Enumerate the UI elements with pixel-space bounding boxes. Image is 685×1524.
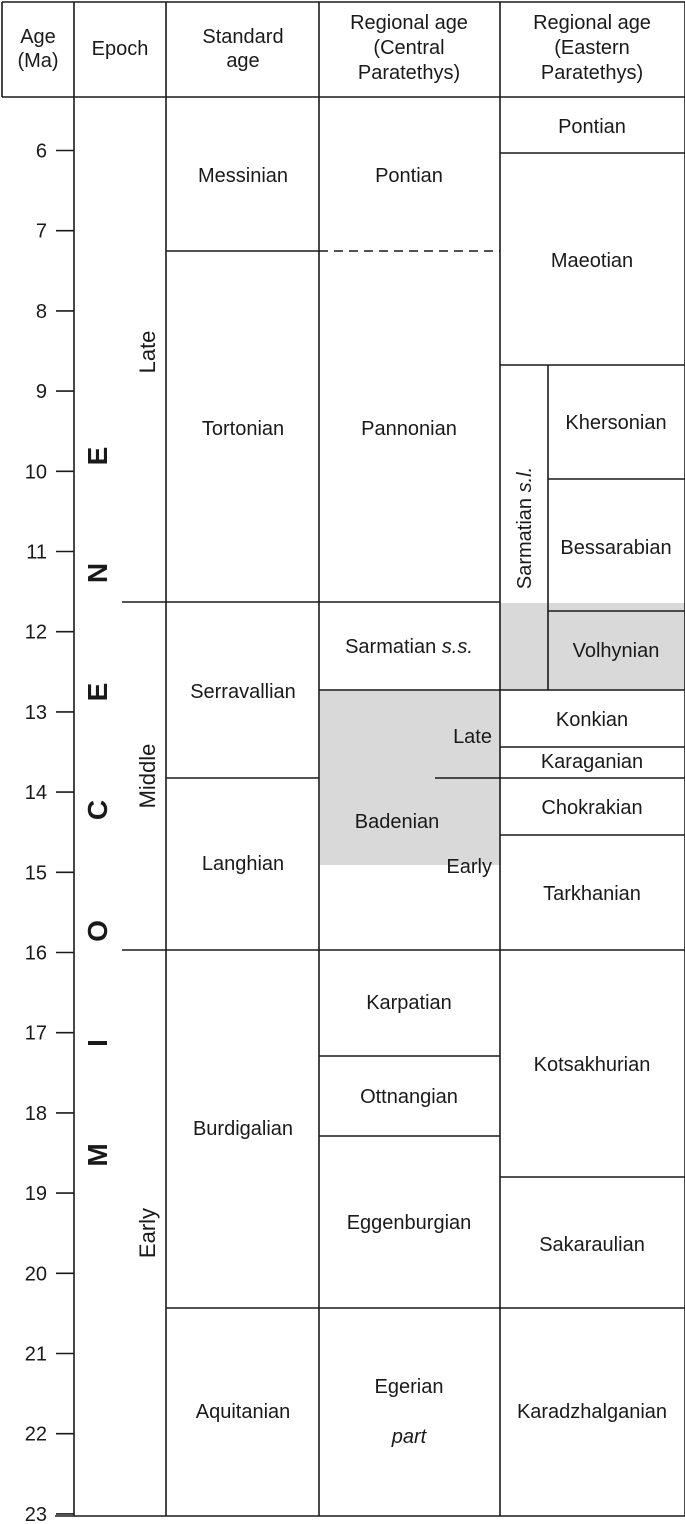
axis-tick-label: 21 <box>24 1343 47 1366</box>
epoch-letter: M <box>82 1143 113 1167</box>
axis-tick-label: 15 <box>24 862 47 885</box>
stage-burdigalian: Burdigalian <box>192 1118 294 1140</box>
stage-serravallian: Serravallian <box>190 681 296 703</box>
axis-tick-label: 8 <box>35 300 47 323</box>
central-pontian: Pontian <box>375 165 443 187</box>
axis-tick-label: 10 <box>24 461 47 484</box>
axis-tick-label: 19 <box>24 1183 47 1206</box>
axis-tick-marks <box>56 151 74 1514</box>
stage-langhian: Langhian <box>201 853 285 875</box>
axis-tick-label: 13 <box>24 701 47 724</box>
eastern-sarmatian-sl <box>514 467 536 589</box>
axis-tick-label: 20 <box>24 1263 47 1286</box>
axis-tick-label: 18 <box>24 1102 47 1125</box>
epoch-letter: E <box>82 682 113 702</box>
sarmatian-suffix: s.s. <box>441 636 473 658</box>
header-age-line: Age <box>20 26 56 48</box>
central-ottnangian: Ottnangian <box>360 1086 458 1108</box>
axis-tick-label: 7 <box>35 220 47 243</box>
sarmatian-sl-suffix: s.l. <box>514 466 536 493</box>
header-epoch: Epoch <box>91 38 149 60</box>
axis-tick-label: 23 <box>24 1503 47 1524</box>
axis-tick-labels <box>25 141 47 1524</box>
eastern-kotsakhurian: Kotsakhurian <box>533 1054 651 1076</box>
epoch-miocene <box>82 447 113 1167</box>
header-age <box>17 26 58 72</box>
header-eastern-line: Regional age <box>533 12 651 34</box>
header-eastern-line: (Eastern <box>554 37 630 59</box>
eastern-tarkhanian: Tarkhanian <box>543 883 641 905</box>
epoch-letter: C <box>82 799 113 821</box>
header-central <box>350 12 468 84</box>
eastern-khersonian: Khersonian <box>565 412 667 434</box>
header-standard-line: Standard <box>202 26 284 48</box>
eastern-karaganian: Karaganian <box>540 751 644 773</box>
axis-tick-label: 9 <box>35 381 47 404</box>
stage-messinian: Messinian <box>197 165 289 187</box>
eastern-volhynian: Volhynian <box>572 640 660 662</box>
header-standard <box>202 26 283 72</box>
subdivision-early: Early <box>135 1207 160 1259</box>
badenian-early-label: Early <box>446 856 492 878</box>
axis-tick-label: 12 <box>24 621 47 644</box>
axis-tick-label: 11 <box>26 541 47 564</box>
axis-tick-label: 6 <box>35 140 47 163</box>
epoch-letter: O <box>82 920 113 942</box>
eastern-karadzhalganian: Karadzhalganian <box>516 1401 668 1423</box>
axis-tick-label: 14 <box>24 782 47 805</box>
axis-tick-label: 17 <box>24 1022 47 1045</box>
header-age-line: (Ma) <box>17 50 59 72</box>
axis-tick-label: 16 <box>24 942 47 965</box>
eastern-bessarabian: Bessarabian <box>560 537 672 559</box>
eastern-pontian: Pontian <box>558 116 626 138</box>
header-central-line: Paratethys) <box>357 62 461 84</box>
central-egerian: Egerian <box>374 1376 444 1398</box>
eastern-konkian: Konkian <box>555 709 629 731</box>
central-eggenburgian: Eggenburgian <box>346 1212 472 1234</box>
stage-aquitanian: Aquitanian <box>195 1401 291 1423</box>
eastern-chokrakian: Chokrakian <box>541 797 643 819</box>
central-badenian: Badenian <box>354 811 440 833</box>
sarmatian-prefix: Sarmatian <box>345 636 442 658</box>
eastern-maeotian: Maeotian <box>550 250 634 272</box>
header-central-line: (Central <box>373 37 445 59</box>
header-standard-line: age <box>226 50 260 72</box>
epoch-letter: N <box>82 562 113 584</box>
central-egerian-part: part <box>391 1426 427 1448</box>
central-karpatian: Karpatian <box>366 992 452 1014</box>
badenian-late-label: Late <box>453 726 492 748</box>
subdivision-late: Late <box>135 330 160 374</box>
epoch-letter: I <box>82 1039 113 1047</box>
axis-tick-label: 22 <box>24 1423 47 1446</box>
header-eastern-line: Paratethys) <box>540 62 644 84</box>
stage-tortonian: Tortonian <box>201 418 285 440</box>
epoch-letter: E <box>82 446 113 466</box>
sarmatian-sl-prefix: Sarmatian <box>514 492 536 590</box>
central-sarmatian-ss <box>345 636 473 658</box>
header-eastern <box>533 12 651 84</box>
subdivision-middle: Middle <box>135 743 160 809</box>
header-central-line: Regional age <box>350 12 468 34</box>
eastern-sakaraulian: Sakaraulian <box>539 1234 645 1256</box>
central-pannonian: Pannonian <box>361 418 457 440</box>
